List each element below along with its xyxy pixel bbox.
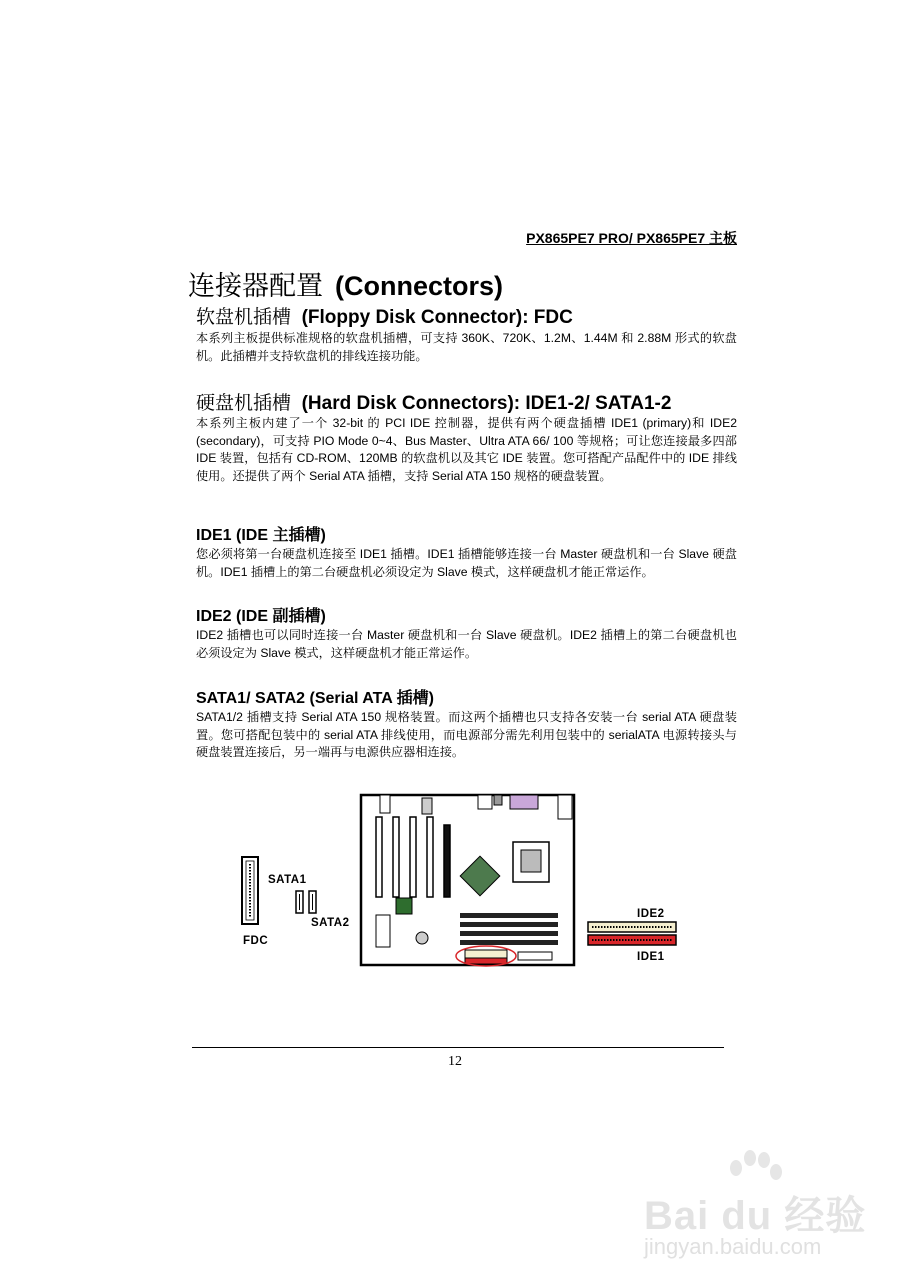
fdc-heading-en: (Floppy Disk Connector): FDC bbox=[301, 307, 573, 328]
label-ide2: IDE2 bbox=[637, 908, 665, 920]
label-fdc: FDC bbox=[243, 935, 269, 947]
sata-paragraph: SATA1/2 插槽支持 Serial ATA 150 规格装置。而这两个插槽也只支持各安装一台 serial ATA 硬盘装置。您可搭配包装中的 serial ATA 排线使用，而电源部分需先利用包装中的 serialATA 电源转接头与硬盘装置连接后，另一端再与电源供应器相连接。 bbox=[196, 710, 737, 759]
board-ide1-header bbox=[465, 958, 507, 964]
board-fdc-header bbox=[376, 915, 390, 947]
sata1-connector bbox=[296, 891, 303, 913]
motherboard-diagram bbox=[238, 790, 683, 975]
ide1-heading: IDE1 (IDE 主插槽) bbox=[196, 527, 326, 544]
hdd-heading bbox=[196, 388, 671, 415]
ide1-connector bbox=[588, 935, 676, 945]
watermark-brand: Bai du 经验 bbox=[644, 1194, 867, 1238]
ide2-heading: IDE2 (IDE 副插槽) bbox=[196, 608, 326, 625]
watermark-url: jingyan.baidu.com bbox=[644, 1234, 822, 1259]
fdc-paragraph: 本系列主板提供标准规格的软盘机插槽，可支持 360K、720K、1.2M、1.44M 和 2.88M 形式的软盘机。此插槽并支持软盘机的排线连接功能。 bbox=[196, 331, 737, 363]
section-title bbox=[188, 264, 503, 303]
ide2-paragraph: IDE2 插槽也可以同时连接一台 Master 硬盘机和一台 Slave 硬盘机。IDE2 插槽上的第二台硬盘机也必须设定为 Slave 模式，这样硬盘机才能正常运作。 bbox=[196, 628, 737, 660]
fdc-heading-cn: 软盘机插槽 bbox=[196, 307, 292, 328]
board-ide2-header bbox=[465, 950, 507, 958]
battery bbox=[416, 932, 428, 944]
ide1-paragraph: 您必须将第一台硬盘机连接至 IDE1 插槽。IDE1 插槽能够连接一台 Master 硬盘机和一台 Slave 硬盘机。IDE1 插槽上的第二台硬盘机必须设定为 Slave 模式，这样硬盘机才能正常运作。 bbox=[196, 547, 737, 579]
hdd-heading-en: (Hard Disk Connectors): IDE1-2/ SATA1-2 bbox=[301, 393, 672, 414]
cpu-socket bbox=[513, 842, 549, 882]
section-title-cn: 连接器配置 bbox=[188, 271, 323, 301]
label-ide1: IDE1 bbox=[637, 951, 665, 963]
fdc-connector bbox=[242, 857, 258, 924]
board-power-header bbox=[518, 952, 552, 960]
southbridge-chip bbox=[396, 898, 412, 914]
label-sata1: SATA1 bbox=[268, 874, 307, 886]
section-title-en: (Connectors) bbox=[335, 271, 503, 301]
label-sata2: SATA2 bbox=[311, 917, 350, 929]
fdc-heading bbox=[196, 302, 573, 329]
page-number: 12 bbox=[448, 1054, 462, 1069]
baidu-watermark bbox=[634, 1150, 874, 1260]
footer-rule bbox=[192, 1047, 724, 1048]
sata-heading: SATA1/ SATA2 (Serial ATA 插槽) bbox=[196, 690, 434, 707]
hdd-heading-cn: 硬盘机插槽 bbox=[196, 393, 292, 414]
sata2-connector bbox=[309, 891, 316, 913]
ide2-connector bbox=[588, 922, 676, 932]
page-header: PX865PE7 PRO/ PX865PE7 主板 bbox=[526, 230, 737, 246]
hdd-paragraph: 本系列主板内建了一个 32-bit 的 PCI IDE 控制器，提供有两个硬盘插槽 IDE1 (primary)和 IDE2 (secondary)，可支持 PIO Mode 0~4、Bus Master、Ultra ATA 66/ 100 等规格；可让您连接最多四部 IDE 装置，包括有 CD-ROM、120MB 的软盘机以及其它 IDE 装置。您可搭配产品配件中的 IDE 排线使用。还提供了两个 Serial ATA 插槽，支持 Serial ATA 150 规格的硬盘装置。 bbox=[196, 416, 737, 483]
